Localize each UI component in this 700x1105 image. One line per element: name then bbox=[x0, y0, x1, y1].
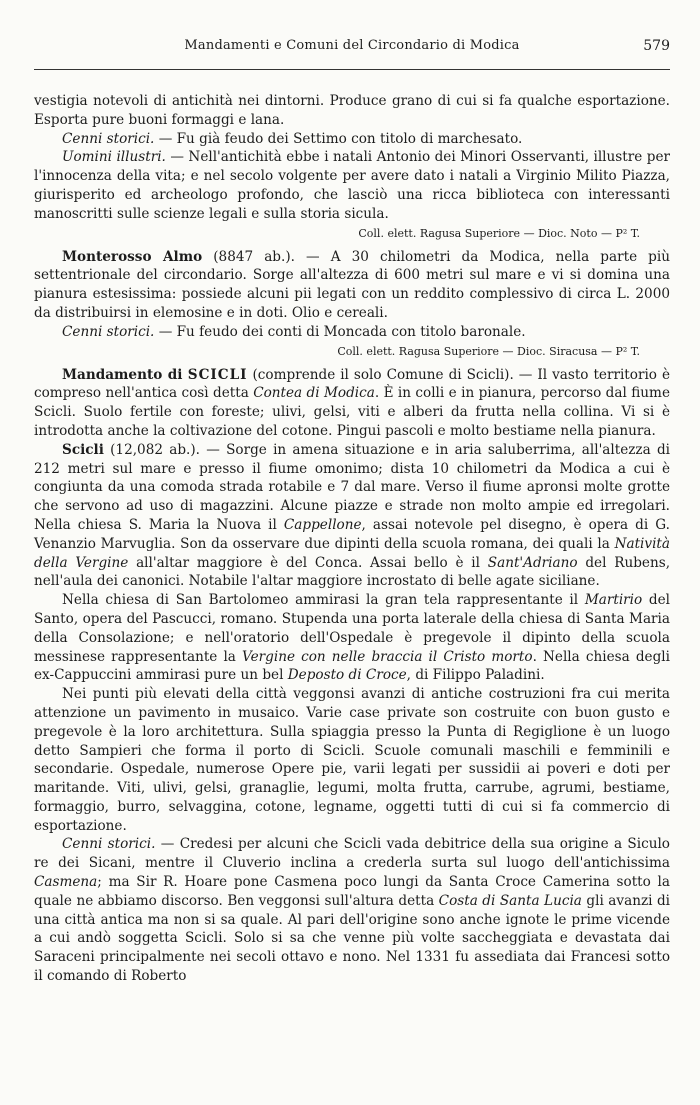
bold-heading: SCICLI bbox=[187, 366, 248, 383]
italic-term: Costa di Santa Lucia bbox=[438, 892, 582, 909]
bold-heading: Mandamento di bbox=[62, 366, 188, 383]
paragraph bbox=[34, 323, 670, 342]
text-run: — Fu feudo dei conti di Moncada con titolo baronale. bbox=[154, 323, 526, 340]
text-run: all'altar maggiore è del Conca. Assai bello è il bbox=[128, 554, 488, 571]
bold-heading: Scicli bbox=[62, 441, 104, 458]
page-number: 579 bbox=[643, 38, 670, 54]
italic-term: Martirio bbox=[584, 592, 643, 609]
text-run: Coll. elett. Ragusa Superiore — Dioc. Noto — P² T. bbox=[358, 226, 640, 240]
bold-heading: Monterosso Almo bbox=[62, 248, 203, 265]
reference-line bbox=[34, 226, 670, 241]
text-run: del Santo, opera del Pascucci, romano. Stupenda una porta laterale della chiesa di Santa Maria della Consolazione; e nell'oratorio dell'Ospedale è pregevole il dipinto della scuola messinese rappresentante la bbox=[34, 592, 670, 665]
running-header bbox=[34, 38, 670, 60]
italic-term: Sant'Adriano bbox=[487, 554, 578, 571]
italic-term: Cenni storici. bbox=[62, 323, 155, 340]
text-run: vestigia notevoli di antichità nei dintorni. Produce grano di cui si fa qualche esportazione. Esporta pure buoni formaggi e lana. bbox=[34, 93, 670, 128]
paragraph bbox=[34, 591, 670, 685]
text-run: . Nella chiesa degli ex-Cappuccini ammirasi pure un bel bbox=[34, 648, 670, 684]
body-text bbox=[34, 92, 670, 986]
paragraph bbox=[34, 835, 670, 985]
text-run: del Rubens, nell'aula dei canonici. Notabile l'altar maggiore incrostato di belle agate siciliane. bbox=[34, 554, 671, 590]
text-run: Coll. elett. Ragusa Superiore — Dioc. Siracusa — P² T. bbox=[337, 344, 640, 358]
text-run: , di Filippo Paladini. bbox=[406, 667, 545, 684]
paragraph bbox=[34, 685, 670, 835]
text-run: — Fu già feudo dei Settimo con titolo di marchesato. bbox=[154, 130, 523, 147]
running-header-title: Mandamenti e Comuni del Circondario di Modica bbox=[184, 38, 520, 53]
text-run: — Credesi per alcuni che Scicli vada debitrice della sua origine a Siculo re dei Sicani, mentre il Cluverio inclina a crederla surta sul luogo dell'antichissima bbox=[34, 836, 670, 872]
text-run: Nella chiesa di San Bartolomeo ammirasi la gran tela rappresentante il bbox=[62, 592, 585, 609]
italic-term: Cenni storici. bbox=[62, 836, 156, 853]
text-run: Nei punti più elevati della città veggonsi avanzi di antiche costruzioni fra cui merita attenzione un pavimento in musaico. Varie case private son costruite con buon gusto e pregevole è la loro architettura. Sulla spiaggia presso la Punta di Regiglione è un luogo detto Sampieri che forma il porto di Scicli. Scuole comunali maschili e femminili e secondarie. Ospedale, numerose Opere pie, varii legati per sussidii ai poveri e doti per maritande. Viti, ulivi, gelsi, granaglie, legumi, molta frutta, carrube, agrumi, bestiame, formaggio, burro, selvaggina, cotone, legname, oggetti tutti di cui si fa commercio di esportazione. bbox=[34, 686, 670, 834]
paragraph bbox=[34, 148, 670, 223]
paragraph bbox=[34, 92, 670, 130]
italic-term: Natività della Vergine bbox=[34, 535, 670, 571]
text-run: gli avanzi di una città antica ma non si sa quale. Al pari dell'origine sono anche ignote le prime vicende a cui andò soggetta Scicli. Solo si sa che venne più volte saccheggiata e devastata dai Saraceni principalmente nei secoli ottavo e nono. Nel 1331 fu assediata dai Francesi sotto il comando di Roberto bbox=[34, 892, 670, 985]
italic-term: Cenni storici. bbox=[62, 130, 155, 147]
reference-line bbox=[34, 344, 670, 359]
text-run: (8847 ab.). — A 30 chilometri da Modica, nella parte più settentrionale del circondario. Sorge all'altezza di 600 metri sul mare e vi si domina una pianura estesissima: possiede alcuni pii legati con un reddito complessivo di circa L. 2000 da distribuirsi in elemosine e in doti. Olio e cereali. bbox=[34, 248, 670, 321]
text-run: (12,082 ab.). — Sorge in amena situazione e in aria saluberrima, all'altezza di 212 metri sul mare e presso il fiume omonimo; dista 10 chilometri da Modica a cui è congiunta da una comoda strada rotabile e 7 dal mare. Verso il fiume apronsi molte grotte che servono ad uso di magazzini. Alcune piazze e strade non molto ampie ed irregolari. Nella chiesa S. Maria la Nuova il bbox=[34, 441, 670, 533]
italic-term: Vergine con nelle braccia il Cristo morto bbox=[242, 648, 533, 665]
italic-term: Contea di Modica bbox=[253, 385, 375, 402]
italic-term: Cappellone bbox=[283, 516, 362, 533]
text-run: , assai notevole pel disegno, è opera di G. Venanzio Marvuglia. Son da osservare due dipinti della scuola romana, dei quali la bbox=[34, 516, 670, 552]
italic-term: Deposto di Croce bbox=[287, 667, 407, 684]
italic-term: Casmena bbox=[34, 874, 98, 891]
text-run: — Nell'antichità ebbe i natali Antonio dei Minori Osservanti, illustre per l'innocenza della vita; e nel secolo volgente per avere dato i natali a Virginio Milito Piazza, giurisperito ed archeologo profondo, che lasciò una ricca biblioteca con interessanti manoscritti sulle scienze legali e sulla storia sicula. bbox=[34, 149, 670, 222]
paragraph bbox=[34, 441, 670, 591]
italic-term: Uomini illustri. bbox=[62, 149, 166, 166]
text-run: (comprende il solo Comune di Scicli). — Il vasto territorio è compreso nell'antica così detta bbox=[34, 366, 671, 402]
header-rule bbox=[34, 69, 670, 70]
paragraph bbox=[34, 366, 670, 441]
paragraph bbox=[34, 248, 670, 323]
text-run: . È in colli e in pianura, percorso dal fiume Scicli. Suolo fertile con foreste; ulivi, gelsi, viti e alberi da frutta nella collina. Vi si è introdotta anche la coltivazione del cotone. Pingui pascoli e molto bestiame nella pianura. bbox=[34, 385, 670, 439]
text-run: ; ma Sir R. Hoare pone Casmena poco lungi da Santa Croce Camerina sotto la quale ne abbiamo discorso. Ben veggonsi sull'altura detta bbox=[34, 874, 670, 909]
paragraph bbox=[34, 130, 670, 149]
